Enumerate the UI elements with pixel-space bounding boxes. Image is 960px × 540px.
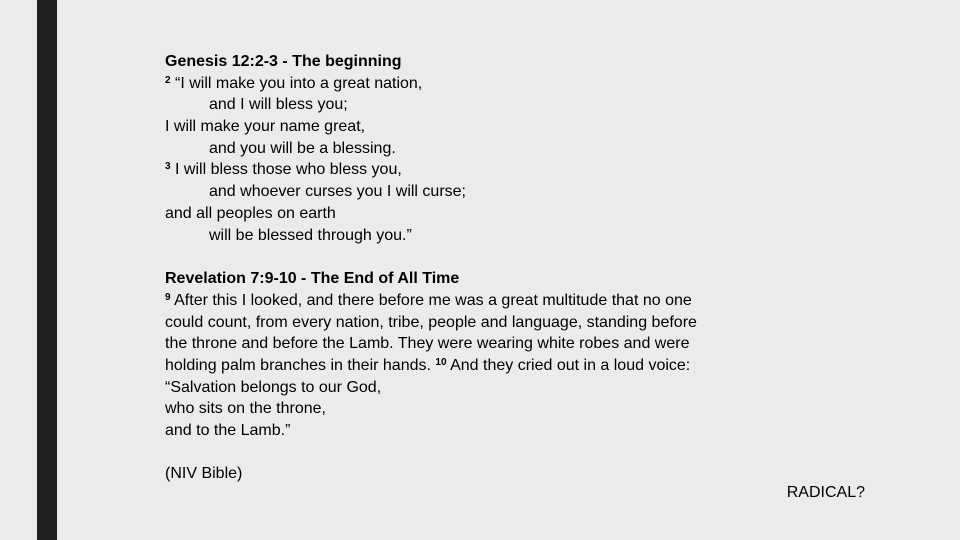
verse-text: holding palm branches in their hands. <box>165 356 431 374</box>
verse-number-2: 2 <box>165 74 171 86</box>
genesis-verse-2-line-2: and I will bless you; <box>209 96 348 114</box>
genesis-verse-2-line-3: I will make your name great, <box>165 118 366 136</box>
genesis-verse-2-line-1 <box>165 73 785 95</box>
genesis-verse-2-line-4: and you will be a blessing. <box>209 139 396 157</box>
revelation-line-7: and to the Lamb.” <box>165 422 291 439</box>
genesis-verse-3-line-2: and whoever curses you I will curse; <box>209 183 466 201</box>
verse-text: I will bless those who bless you, <box>175 161 402 179</box>
left-accent-bar <box>37 0 57 540</box>
revelation-line-2: could count, from every nation, tribe, people and language, standing before <box>165 313 697 331</box>
verse-text: After this I looked, and there before me was a great multitude that no one <box>174 291 692 309</box>
verse-number-3: 3 <box>165 161 171 173</box>
slide-body <box>165 51 785 484</box>
revelation-line-6: who sits on the throne, <box>165 400 326 418</box>
section-spacer <box>165 246 785 268</box>
genesis-verse-3-line-3: and all peoples on earth <box>165 204 336 222</box>
genesis-verse-3-line-4: will be blessed through you.” <box>209 226 412 244</box>
revelation-heading: Revelation 7:9-10 - The End of All Time <box>165 270 460 288</box>
verse-number-9: 9 <box>165 291 171 303</box>
revelation-line-5: “Salvation belongs to our God, <box>165 378 382 396</box>
footer-label: RADICAL? <box>786 484 865 501</box>
genesis-heading: Genesis 12:2-3 - The beginning <box>165 53 402 70</box>
verse-number-10: 10 <box>435 356 447 368</box>
source-citation: (NIV Bible) <box>165 464 243 482</box>
revelation-line-3: the throne and before the Lamb. They were wearing white robes and were <box>165 335 690 353</box>
section-spacer <box>165 442 785 463</box>
revelation-line-1 <box>165 290 785 312</box>
verse-text: “I will make you into a great nation, <box>175 74 423 92</box>
revelation-line-4 <box>165 355 785 377</box>
genesis-verse-3-line-1 <box>165 159 785 181</box>
verse-text: And they cried out in a loud voice: <box>450 356 691 374</box>
